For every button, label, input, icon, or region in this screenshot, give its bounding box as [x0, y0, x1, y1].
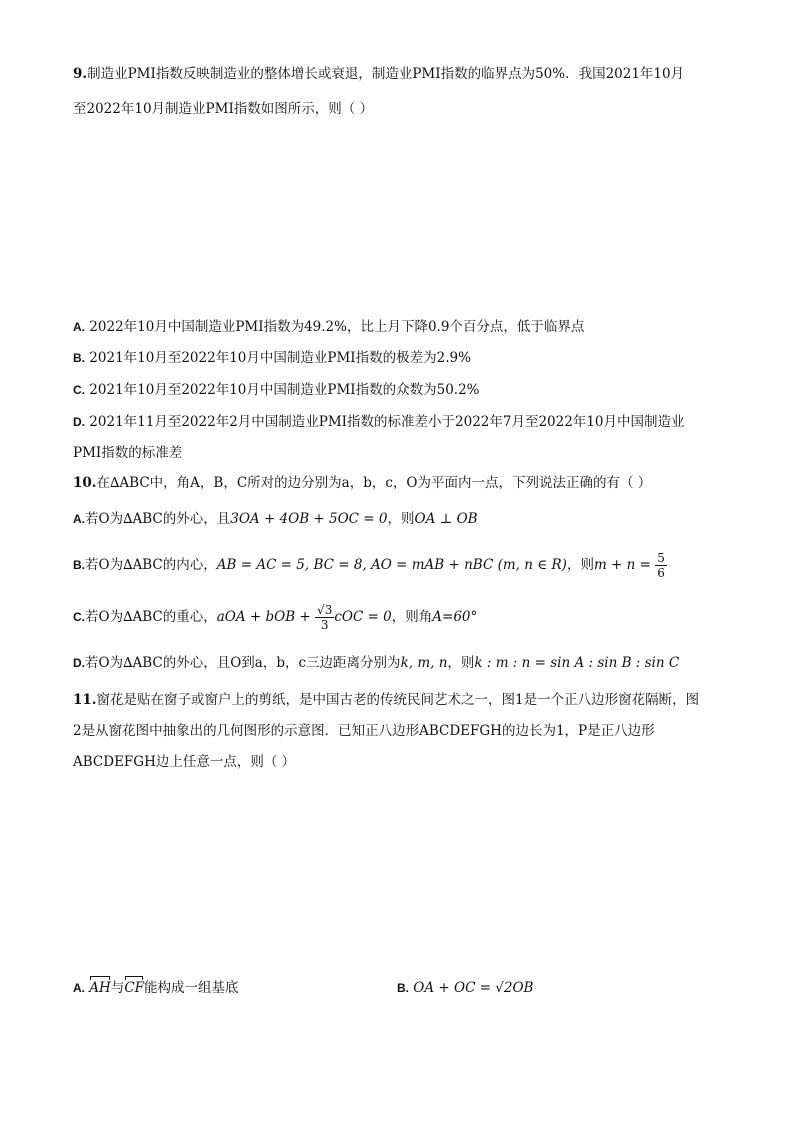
q9-stem-1: 制造业PMI指数反映制造业的整体增长或衰退，制造业PMI指数的临界点为50%．我国2021年10月 — [87, 66, 685, 82]
q9-line1 — [73, 65, 684, 83]
q10-option-a: A.若O为∆ABC的外心，且3OA + 4OB + 5OC = 0，则OA ⊥ OB — [73, 511, 478, 527]
q10-option-c: C.若O为∆ABC的重心，aOA + bOB + $\frac{√3}{3}$ cOC = 0，则角A=60° — [73, 603, 478, 632]
q11-line1: 11.窗花是贴在窗子或窗户上的剪纸，是中国古老的传统民间艺术之一，图1是一个正八边形窗花隔断，图 — [73, 692, 700, 708]
q10-c-fraction: $\frac{√3}{3}$ — [317, 603, 333, 632]
q9-number: 9. — [73, 66, 88, 82]
q11-line2: 2是从窗花图中抽象出的几何图形的示意图．已知正八边形ABCDEFGH的边长为1，P是正八边形 — [73, 723, 655, 739]
q10-a-equation: 3OA + 4OB + 5OC = 0 — [230, 511, 388, 527]
q10-b-conclusion: m + n = — [593, 557, 651, 573]
q9-stem-2: 至2022年10月制造业PMI指数如图所示，则（ ） — [73, 101, 374, 117]
q10-b-equation: AB = AC = 5, BC = 8, AO = mAB + nBC (m, n ∈ R) — [216, 557, 567, 573]
q11-line3: ABCDEFGH边上任意一点，则（ ） — [73, 754, 296, 770]
q11-option-a: A. AH与CF能构成一组基底 — [73, 980, 239, 996]
q10-a-conclusion: OA ⊥ OB — [414, 511, 478, 527]
q9-option-d: D. 2021年11月至2022年2月中国制造业PMI指数的标准差小于2022年7月至2022年10月中国制造业 — [73, 414, 685, 430]
q11-a-vector-2: CF — [124, 980, 145, 996]
q10-option-d: D.若O为∆ABC的外心，且O到a，b，c三边距离分别为k, m, n，则k : m : n = sin A : sin B : sin C — [73, 655, 680, 671]
q10-option-b: B.若O为∆ABC的内心，AB = AC = 5, BC = 8, AO = mAB + nBC (m, n ∈ R)，则m + n = $\frac{5}{6}$ — [73, 551, 665, 580]
q11-number: 11. — [73, 692, 97, 708]
q9-option-a: A. 2022年10月中国制造业PMI指数为49.2%，比上月下降0.9个百分点，低于临界点 — [73, 319, 585, 335]
q10-stem: 10.在∆ABC中，角A，B，C所对的边分别为a，b，c，O为平面内一点，下列说法正确的有（ ） — [73, 475, 652, 491]
q9-option-b: B. 2021年10月至2022年10月中国制造业PMI指数的极差为2.9% — [73, 350, 471, 366]
q9-option-d-cont: PMI指数的标准差 — [73, 445, 183, 461]
q11-b-equation: OA + OC = √2OB — [413, 980, 534, 996]
q10-b-fraction: $\frac{5}{6}$ — [657, 551, 665, 580]
q9-option-c: C. 2021年10月至2022年10月中国制造业PMI指数的众数为50.2% — [73, 382, 480, 398]
q10-number: 10. — [73, 475, 97, 491]
q10-d-conclusion: k : m : n = sin A : sin B : sin C — [474, 655, 680, 671]
q11-a-vector-1: AH — [89, 980, 111, 996]
q11-option-b: B. OA + OC = √2OB — [397, 980, 534, 996]
